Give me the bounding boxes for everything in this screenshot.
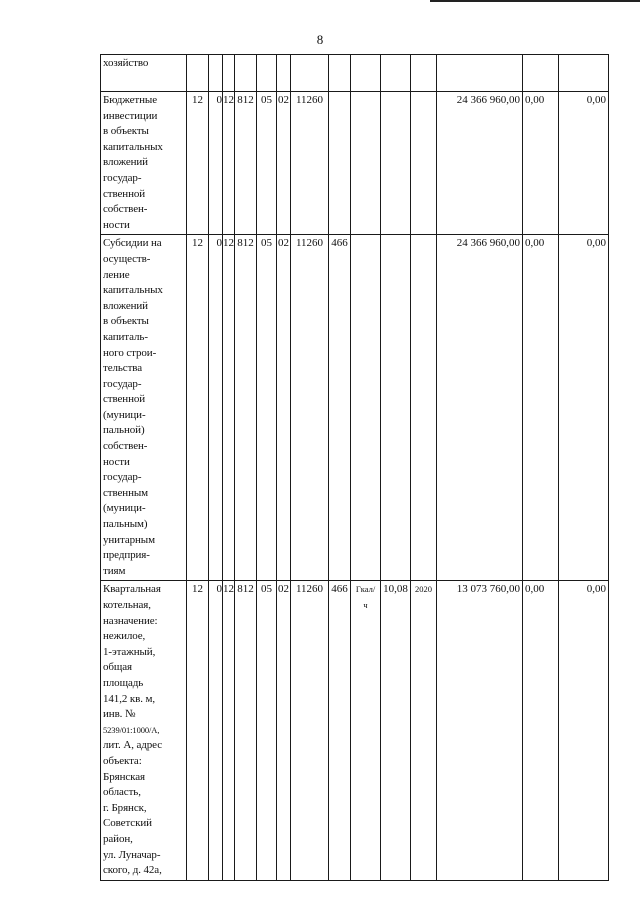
table-row	[101, 92, 609, 235]
item-name-line: вложений	[103, 299, 148, 312]
item-name-line: общая	[103, 661, 133, 674]
item-name-line: 141,2 кв. м,	[103, 692, 156, 705]
item-name-line: г. Брянск,	[103, 801, 147, 814]
cell-c2: 0	[209, 235, 223, 581]
item-name-line: ственной	[103, 187, 146, 200]
cell-c2: 0	[209, 92, 223, 235]
item-name-line: государ-	[103, 377, 142, 390]
item-name-line: объекта:	[103, 754, 142, 767]
item-name-line: унитарным	[103, 533, 155, 546]
cell-c9	[351, 55, 381, 92]
cell-c6	[277, 55, 291, 92]
cell-c9	[351, 92, 381, 235]
item-name-cell	[101, 55, 187, 92]
cell-c11	[411, 235, 437, 581]
cell-c5: 05	[257, 235, 277, 581]
item-name-line: ности	[103, 218, 130, 231]
item-name-line: государ-	[103, 171, 142, 184]
item-name-line: хозяйство	[103, 57, 149, 69]
cell-c5: 05	[257, 581, 277, 880]
item-name-line: Квартальная	[103, 583, 161, 596]
item-name-line: предприя-	[103, 549, 150, 562]
cell-c2	[209, 55, 223, 92]
cell-c13: 0,00	[523, 92, 559, 235]
item-name-line: собствен-	[103, 440, 148, 453]
cell-c10	[381, 55, 411, 92]
budget-table	[100, 54, 609, 881]
cell-c8	[329, 55, 351, 92]
item-name-line: пальной)	[103, 424, 145, 437]
item-name-line: в объекты	[103, 315, 149, 328]
item-name-line: ственным	[103, 486, 149, 499]
cell-c1: 12	[187, 581, 209, 880]
cell-c7	[291, 55, 329, 92]
item-name-line: лит. А, адрес	[103, 739, 163, 752]
cell-c5: 05	[257, 92, 277, 235]
cell-c1: 12	[187, 92, 209, 235]
item-name-line: капитальных	[103, 140, 163, 153]
page-number: 8	[316, 32, 324, 47]
item-name-line: нежилое,	[103, 630, 146, 643]
unit-line: Гкал/	[355, 584, 376, 595]
cell-c14: 0,00	[559, 581, 609, 880]
cell-c2: 0	[209, 581, 223, 880]
item-name-line: ского, д. 42а,	[103, 864, 162, 877]
item-name-line: тельства	[103, 362, 143, 375]
item-name-line: ности	[103, 455, 130, 468]
cell-c7: 11260	[291, 92, 329, 235]
item-name-line: государ-	[103, 471, 142, 484]
cell-c8: 466	[329, 581, 351, 880]
item-name-line: 5239/01:1000/А,	[103, 724, 160, 735]
item-name-cell	[101, 92, 187, 235]
item-name-line: осуществ-	[103, 252, 151, 265]
item-name-line: область,	[103, 786, 141, 799]
item-name-line: (муници-	[103, 408, 146, 421]
table-row	[101, 55, 609, 92]
item-name-line: площадь	[103, 676, 144, 689]
item-name-line: капиталь-	[103, 330, 148, 343]
cell-c4: 812	[235, 92, 257, 235]
item-name-line: назначение:	[103, 614, 158, 627]
cell-c6: 02	[277, 235, 291, 581]
item-name-line: пальным)	[103, 518, 148, 531]
cell-c4: 812	[235, 235, 257, 581]
cell-c3: 12	[223, 581, 235, 880]
cell-c6: 02	[277, 581, 291, 880]
cell-c11	[411, 55, 437, 92]
item-name-line: тиям	[103, 564, 126, 577]
item-name-line: район,	[103, 832, 133, 845]
item-name-line: Субсидии на	[103, 237, 162, 250]
cell-c12	[437, 55, 523, 92]
cell-c3: 12	[223, 92, 235, 235]
cell-c10	[381, 92, 411, 235]
cell-c13: 0,00	[523, 235, 559, 581]
item-name-line: Брянская	[103, 770, 145, 783]
unit-line: ч	[363, 600, 368, 610]
item-name-line: котельная,	[103, 599, 151, 611]
cell-c9	[351, 235, 381, 581]
item-name-cell	[101, 581, 187, 880]
item-name-line: капитальных	[103, 284, 163, 297]
cell-c1	[187, 55, 209, 92]
cell-c11: 2020	[411, 581, 437, 880]
item-name-line: ление	[103, 268, 130, 281]
cell-c12: 24 366 960,00	[437, 235, 523, 581]
cell-c7: 11260	[291, 235, 329, 581]
cell-c14	[559, 55, 609, 92]
cell-c13	[523, 55, 559, 92]
item-name-line: 1-этажный,	[103, 645, 156, 658]
item-name-cell	[101, 235, 187, 581]
cell-c4: 812	[235, 581, 257, 880]
item-name-line: инв. №	[103, 708, 136, 721]
cell-c10	[381, 235, 411, 581]
item-name-line: собствен-	[103, 203, 148, 216]
cell-c12: 13 073 760,00	[437, 581, 523, 880]
table-row	[101, 235, 609, 581]
cell-c8: 466	[329, 235, 351, 581]
cell-c7: 11260	[291, 581, 329, 880]
item-name-line: ственной	[103, 393, 146, 406]
item-name-line: (муници-	[103, 502, 146, 515]
cell-c14: 0,00	[559, 92, 609, 235]
cell-c14: 0,00	[559, 235, 609, 581]
cell-c3: 12	[223, 235, 235, 581]
cell-c4	[235, 55, 257, 92]
cell-c11	[411, 92, 437, 235]
cell-c12: 24 366 960,00	[437, 92, 523, 235]
cell-c9	[351, 581, 381, 880]
table-row	[101, 581, 609, 880]
item-name-line: Бюджетные	[103, 94, 157, 106]
cell-c10: 10,08	[381, 581, 411, 880]
item-name-line: в объекты	[103, 125, 149, 138]
item-name-line: инвестиции	[103, 109, 158, 122]
top-rule	[430, 0, 640, 2]
cell-c8	[329, 92, 351, 235]
item-name-line: ного строи-	[103, 346, 157, 359]
item-name-line: вложений	[103, 156, 148, 169]
cell-c1: 12	[187, 235, 209, 581]
item-name-line: ул. Луначар-	[103, 848, 161, 861]
cell-c5	[257, 55, 277, 92]
cell-c6: 02	[277, 92, 291, 235]
cell-c13: 0,00	[523, 581, 559, 880]
item-name-line: Советский	[103, 817, 152, 830]
cell-c3	[223, 55, 235, 92]
